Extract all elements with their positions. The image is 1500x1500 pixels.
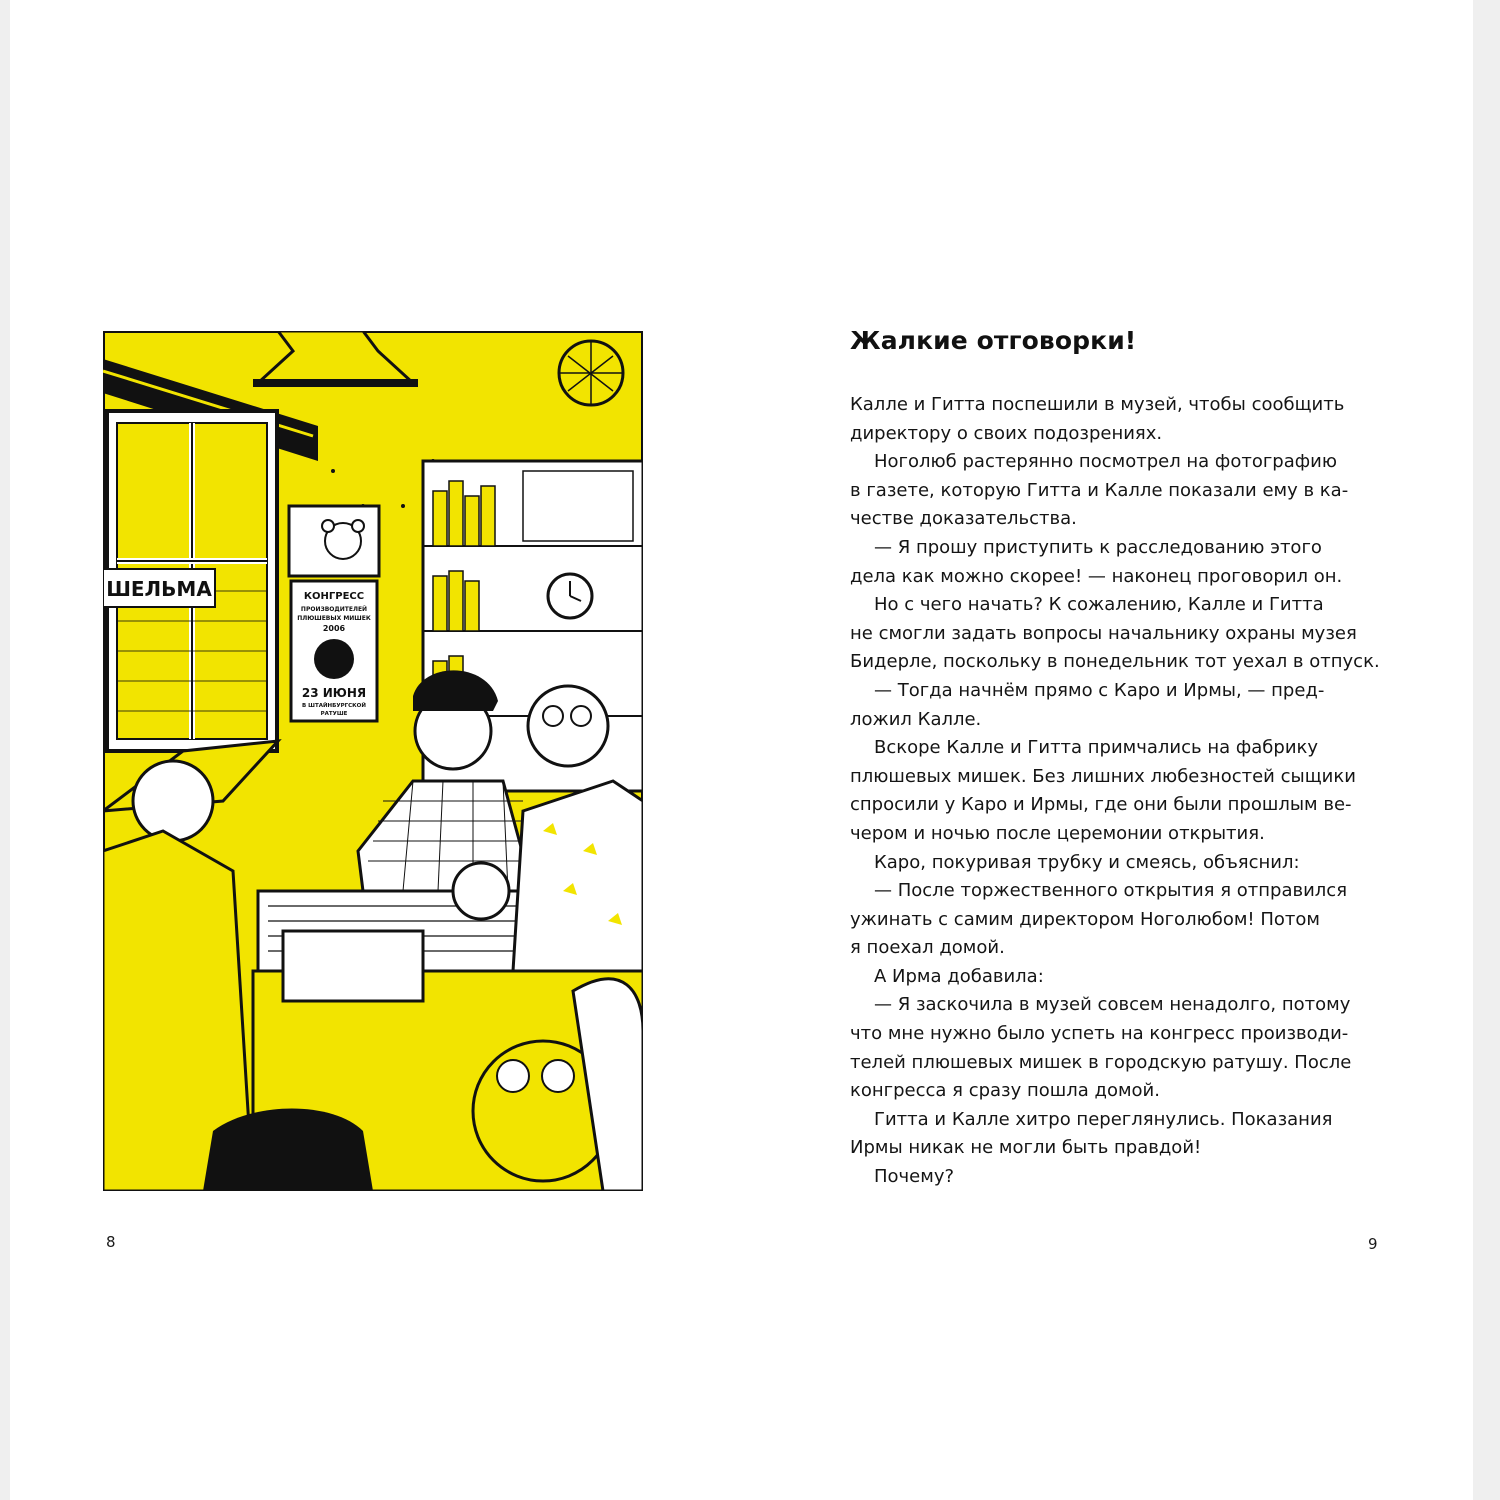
left-page-edge (0, 0, 10, 1500)
text-line: ужинать с самим директором Ноголюбом! Потом (850, 908, 1320, 930)
poster-line-4: 2006 (322, 624, 346, 633)
text-line: Ноголюб растерянно посмотрел на фотографию (874, 451, 1337, 473)
page-number-right: 9 (1368, 1235, 1378, 1253)
text-line: Каро, покуривая трубку и смеясь, объяснил: (874, 851, 1300, 873)
text-line: спросили у Каро и Ирмы, где они были прошлым ве- (850, 794, 1352, 816)
text-line: не смогли задать вопросы начальнику охраны музея (850, 622, 1357, 644)
text-line: ложил Калле. (850, 708, 982, 730)
chapter-text (850, 391, 1380, 1192)
poster-line-6: В ШТАЙНБУРГСКОЙ (302, 703, 366, 709)
text-line: плюшевых мишек. Без лишних любезностей сыщики (850, 765, 1356, 787)
illustration (103, 331, 643, 1191)
text-line: Ирмы никак не могли быть правдой! (850, 1137, 1202, 1159)
poster-line-5: 23 ИЮНЯ (301, 686, 367, 700)
text-line: — Я прошу приступить к расследованию этого (874, 536, 1322, 558)
text-line: Гитта и Калле хитро переглянулись. Показания (874, 1108, 1333, 1130)
text-line: А Ирма добавила: (874, 965, 1044, 987)
teddy-bear-icon (453, 863, 509, 919)
right-page-edge (1473, 0, 1500, 1500)
chapter-title: Жалкие отговорки! (850, 326, 1137, 355)
text-line: Почему? (874, 1166, 955, 1188)
text-line: Бидерле, поскольку в понедельник тот уехал в отпуск. (850, 651, 1380, 673)
text-line: — Тогда начнём прямо с Каро и Ирмы, — пред- (874, 679, 1325, 701)
page-number-left: 8 (106, 1233, 116, 1251)
poster-bear-icon (314, 639, 354, 679)
poster-line-1: КОНГРЕСС (303, 591, 365, 602)
text-line: Вскоре Калле и Гитта примчались на фабрику (874, 737, 1319, 759)
poster-line-7: РАТУШЕ (320, 711, 348, 717)
poster-line-2: ПРОИЗВОДИТЕЛЕЙ (300, 606, 368, 613)
shop-sign: ШЕЛЬМА (106, 577, 212, 601)
text-line: дела как можно скорее! — наконец проговорил он. (850, 565, 1343, 587)
text-line: честве доказательства. (850, 508, 1077, 530)
poster-line-3: ПЛЮШЕВЫХ МИШЕК (297, 615, 371, 622)
text-line: я поехал домой. (850, 937, 1005, 959)
text-line: Но с чего начать? К сожалению, Калле и Гитта (874, 594, 1324, 616)
text-line: конгресса я сразу пошла домой. (850, 1080, 1160, 1102)
text-line: в газете, которую Гитта и Калле показали ему в ка- (850, 479, 1349, 501)
text-line: Калле и Гитта поспешили в музей, чтобы сообщить (850, 394, 1345, 415)
text-line: — После торжественного открытия я отправился (874, 880, 1348, 902)
text-line: что мне нужно было успеть на конгресс производи- (850, 1023, 1349, 1045)
text-line: — Я заскочила в музей совсем ненадолго, потому (874, 994, 1351, 1016)
text-line: директору о своих подозрениях. (850, 422, 1163, 444)
text-line: телей плюшевых мишек в городскую ратушу. После (850, 1051, 1352, 1073)
text-line: чером и ночью после церемонии открытия. (850, 822, 1265, 844)
